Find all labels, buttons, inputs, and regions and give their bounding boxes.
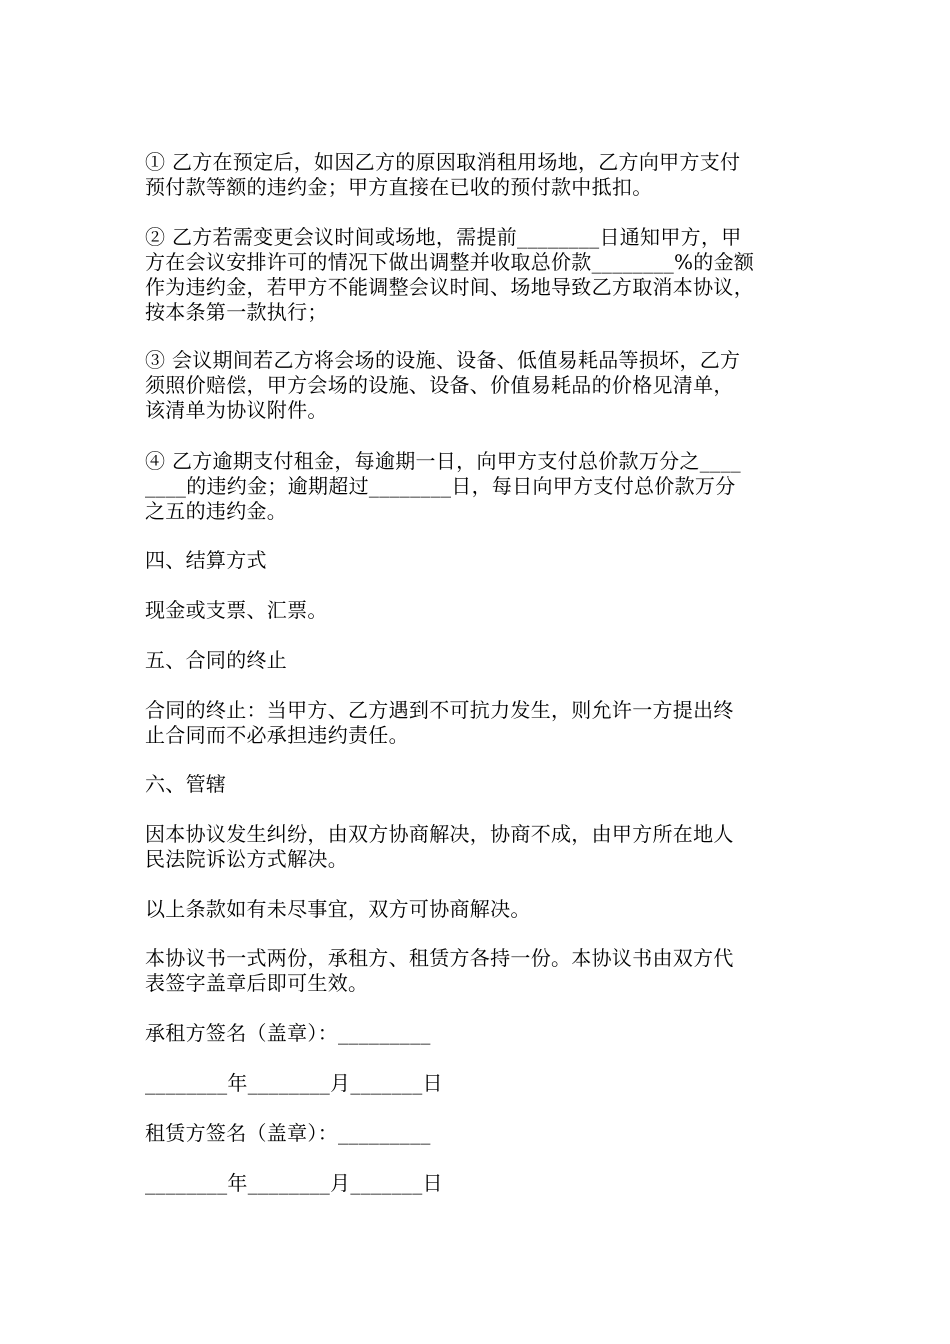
jurisdiction-text: 因本协议发生纠纷，由双方协商解决，协商不成，由甲方所在地人 民法院诉讼方式解决。 xyxy=(145,822,734,871)
settlement-text: 现金或支票、汇票。 xyxy=(145,598,328,622)
section-heading-termination: 五、合同的终止 xyxy=(145,648,288,672)
section-heading-settlement: 四、结算方式 xyxy=(145,548,267,572)
lessee-signature-line: 承租方签名（盖章）：_________ xyxy=(145,1021,431,1045)
clause-3-paragraph: ③ 会议期间若乙方将会场的设施、设备、低值易耗品等损坏，乙方 须照价赔偿，甲方会场的设施、设备、价值易耗品的价格见清单， 该清单为协议附件。 xyxy=(145,348,741,422)
clause-1-paragraph: ① 乙方在预定后，如因乙方的原因取消租用场地，乙方向甲方支付 预付款等额的违约金；甲方直接在已收的预付款中抵扣。 xyxy=(145,150,741,199)
termination-text: 合同的终止：当甲方、乙方遇到不可抗力发生，则允许一方提出终 止合同而不必承担违约责任。 xyxy=(145,698,734,747)
lessor-date-line: ________年________月_______日 xyxy=(145,1171,443,1195)
clause-4-paragraph: ④ 乙方逾期支付租金，每逾期一日，向甲方支付总价款万分之____ ____的违约金；逾期超过________日，每日向甲方支付总价款万分 之五的违约金。 xyxy=(145,449,741,523)
copies-text: 本协议书一式两份，承租方、租赁方各持一份。本协议书由双方代 表签字盖章后即可生效。 xyxy=(145,946,734,995)
lessee-date-line: ________年________月_______日 xyxy=(145,1071,443,1095)
lessor-signature-line: 租赁方签名（盖章）：_________ xyxy=(145,1121,431,1145)
unresolved-matters-text: 以上条款如有未尽事宜，双方可协商解决。 xyxy=(145,897,531,921)
section-heading-jurisdiction: 六、管辖 xyxy=(145,772,227,796)
clause-2-paragraph: ② 乙方若需变更会议时间或场地，需提前________日通知甲方，甲 方在会议安排许可的情况下做出调整并收取总价款________%的金额 作为违约金，若甲方不能调整会议时间、场地导致乙方取消本协议， 按本条第一款执行； xyxy=(145,225,755,324)
